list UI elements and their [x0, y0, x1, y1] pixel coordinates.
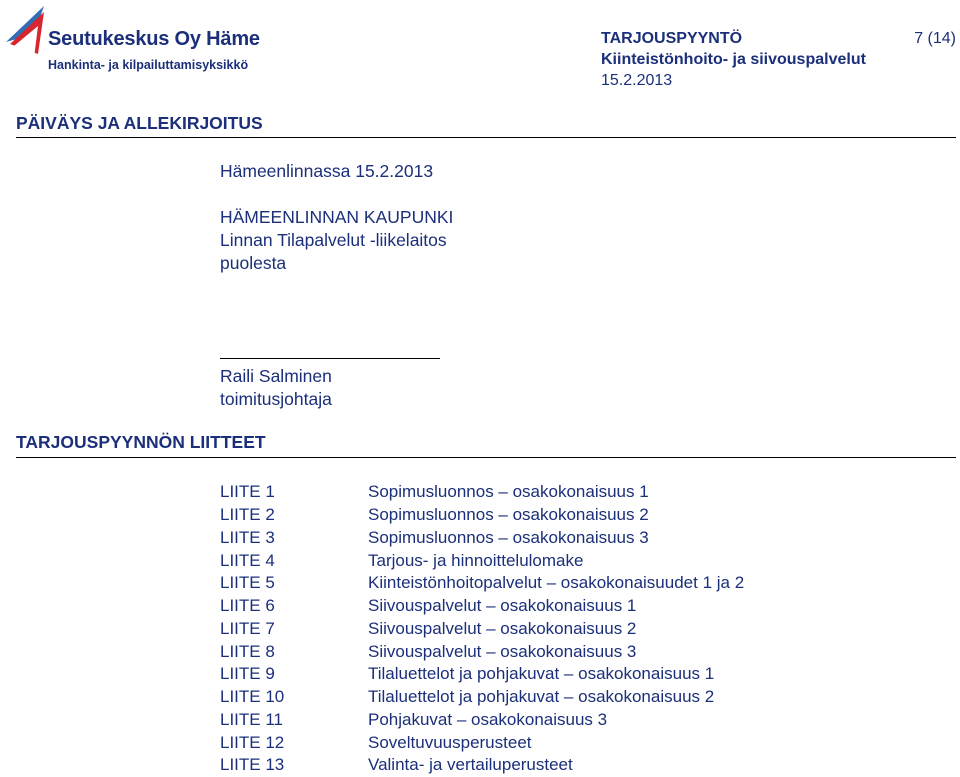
attachment-id: LIITE 1: [220, 482, 275, 502]
attachment-id: LIITE 8: [220, 641, 275, 661]
list-item: [220, 595, 744, 618]
org-line-city: HÄMEENLINNAN KAUPUNKI: [220, 207, 454, 227]
attachment-desc: Sopimusluonnos – osakokonaisuus 3: [368, 527, 649, 547]
org-unit: Hankinta- ja kilpailuttamisyksikkö: [48, 58, 249, 72]
attachment-id: LIITE 7: [220, 618, 275, 638]
attachment-id: LIITE 13: [220, 755, 285, 775]
signer-title: toimitusjohtaja: [220, 389, 332, 409]
attachment-desc: Soveltuvuusperusteet: [368, 732, 532, 752]
section-divider: [16, 457, 956, 458]
list-item: [220, 572, 744, 595]
attachment-desc: Sopimusluonnos – osakokonaisuus 2: [368, 505, 649, 525]
attachment-id: LIITE 9: [220, 664, 275, 684]
signature-line: [220, 358, 440, 359]
signature-section-title: PÄIVÄYS JA ALLEKIRJOITUS: [16, 113, 263, 133]
attachment-desc: Siivouspalvelut – osakokonaisuus 1: [368, 596, 637, 616]
list-item: [220, 504, 744, 527]
attachment-desc: Siivouspalvelut – osakokonaisuus 2: [368, 618, 637, 638]
attachment-id: LIITE 2: [220, 505, 275, 525]
seutukeskus-logo-icon: [4, 4, 50, 64]
org-name: Seutukeskus Oy Häme: [48, 28, 260, 50]
attachment-list: [220, 481, 744, 777]
attachment-id: LIITE 12: [220, 732, 285, 752]
attachment-desc: Siivouspalvelut – osakokonaisuus 3: [368, 641, 637, 661]
list-item: [220, 618, 744, 641]
attachment-desc: Sopimusluonnos – osakokonaisuus 1: [368, 482, 649, 502]
attachment-desc: Tilaluettelot ja pohjakuvat – osakokonaisuus 2: [368, 687, 715, 707]
list-item: [220, 640, 744, 663]
attachment-id: LIITE 11: [220, 709, 283, 729]
list-item: [220, 527, 744, 550]
page-number: 7 (14): [914, 30, 956, 47]
list-item: [220, 731, 744, 754]
doc-date: 15.2.2013: [601, 72, 673, 89]
attachment-desc: Valinta- ja vertailuperusteet: [368, 755, 573, 775]
list-item: [220, 663, 744, 686]
attachment-id: LIITE 3: [220, 527, 275, 547]
attachment-id: LIITE 6: [220, 596, 275, 616]
list-item: [220, 754, 744, 777]
doc-type: TARJOUSPYYNTÖ: [601, 30, 743, 47]
attachment-id: LIITE 5: [220, 573, 275, 593]
section-divider: [16, 137, 956, 138]
signer-name: Raili Salminen: [220, 366, 332, 386]
org-line-behalf: puolesta: [220, 253, 287, 273]
attachment-desc: Tarjous- ja hinnoittelulomake: [368, 550, 584, 570]
list-item: [220, 686, 744, 709]
list-item: [220, 481, 744, 504]
attachment-id: LIITE 4: [220, 550, 275, 570]
attachments-section-title: TARJOUSPYYNNÖN LIITTEET: [16, 432, 266, 452]
attachment-desc: Tilaluettelot ja pohjakuvat – osakokonaisuus 1: [368, 664, 715, 684]
doc-subject: Kiinteistönhoito- ja siivouspalvelut: [601, 51, 866, 68]
org-line-unit: Linnan Tilapalvelut -liikelaitos: [220, 230, 447, 250]
list-item: [220, 549, 744, 572]
list-item: [220, 709, 744, 732]
attachment-id: LIITE 10: [220, 687, 285, 707]
attachment-desc: Kiinteistönhoitopalvelut – osakokonaisuudet 1 ja 2: [368, 573, 745, 593]
place-date: Hämeenlinnassa 15.2.2013: [220, 161, 434, 181]
attachment-desc: Pohjakuvat – osakokonaisuus 3: [368, 709, 608, 729]
